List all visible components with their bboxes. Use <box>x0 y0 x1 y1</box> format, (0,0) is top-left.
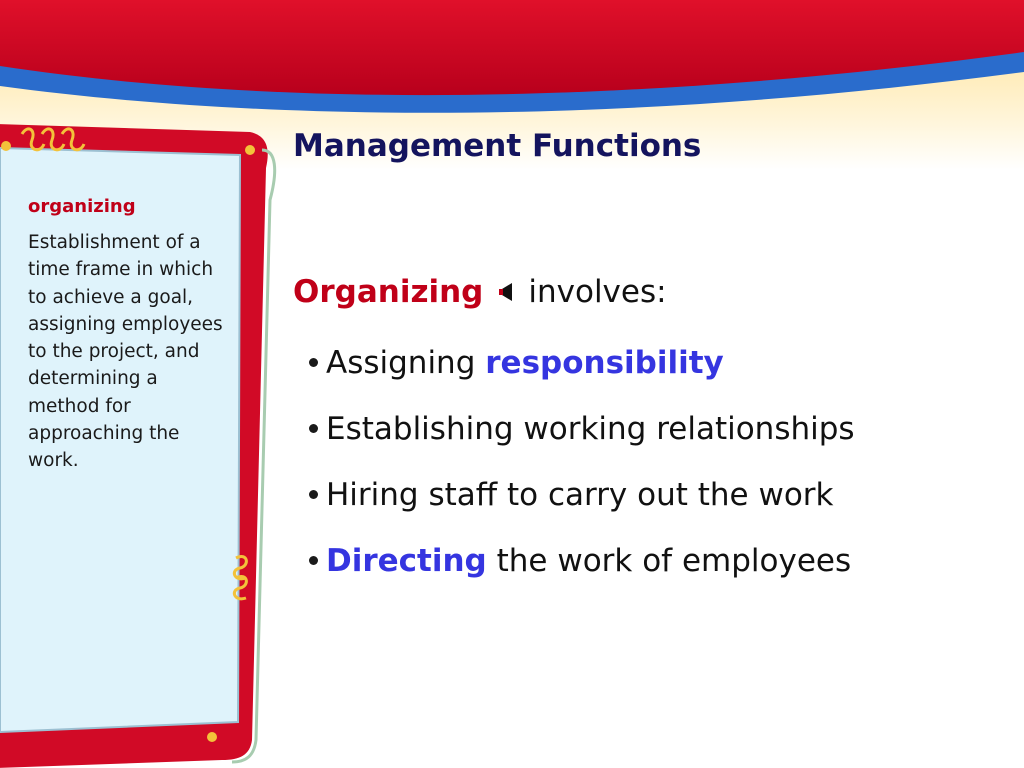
lead-rest: involves: <box>528 274 667 310</box>
sidebar-term: organizing <box>28 196 136 217</box>
bullet-text: Hiring staff to carry out the work <box>326 477 834 513</box>
bullet-list <box>306 330 855 594</box>
speaker-icon[interactable] <box>497 281 519 303</box>
bullet-item <box>306 528 855 594</box>
bullet-text: Establishing working relationships <box>326 411 855 447</box>
sidebar-definition: Establishment of a time frame in which to achieve a goal, assigning employees to the project, and determining a method for approaching the work. <box>28 232 223 472</box>
bullet-text: the work of employees <box>486 543 852 579</box>
bullet-item <box>306 330 855 396</box>
frame-rivet <box>245 145 255 155</box>
bullet-dot <box>309 556 318 565</box>
bullet-highlight: Directing <box>326 543 487 579</box>
bullet-item <box>306 396 855 462</box>
slide-title: Management Functions <box>293 128 702 164</box>
frame-rivet <box>1 141 11 151</box>
sidebar-definition-box <box>28 194 233 475</box>
bullet-highlight: responsibility <box>485 345 724 381</box>
bullet-dot <box>309 490 318 499</box>
bullet-item <box>306 462 855 528</box>
frame-rivet <box>207 732 217 742</box>
bullet-text: Assigning <box>326 345 486 381</box>
bullet-dot <box>309 424 318 433</box>
bullet-dot <box>309 358 318 367</box>
lead-keyword: Organizing <box>293 274 484 310</box>
lead-line <box>293 270 667 314</box>
